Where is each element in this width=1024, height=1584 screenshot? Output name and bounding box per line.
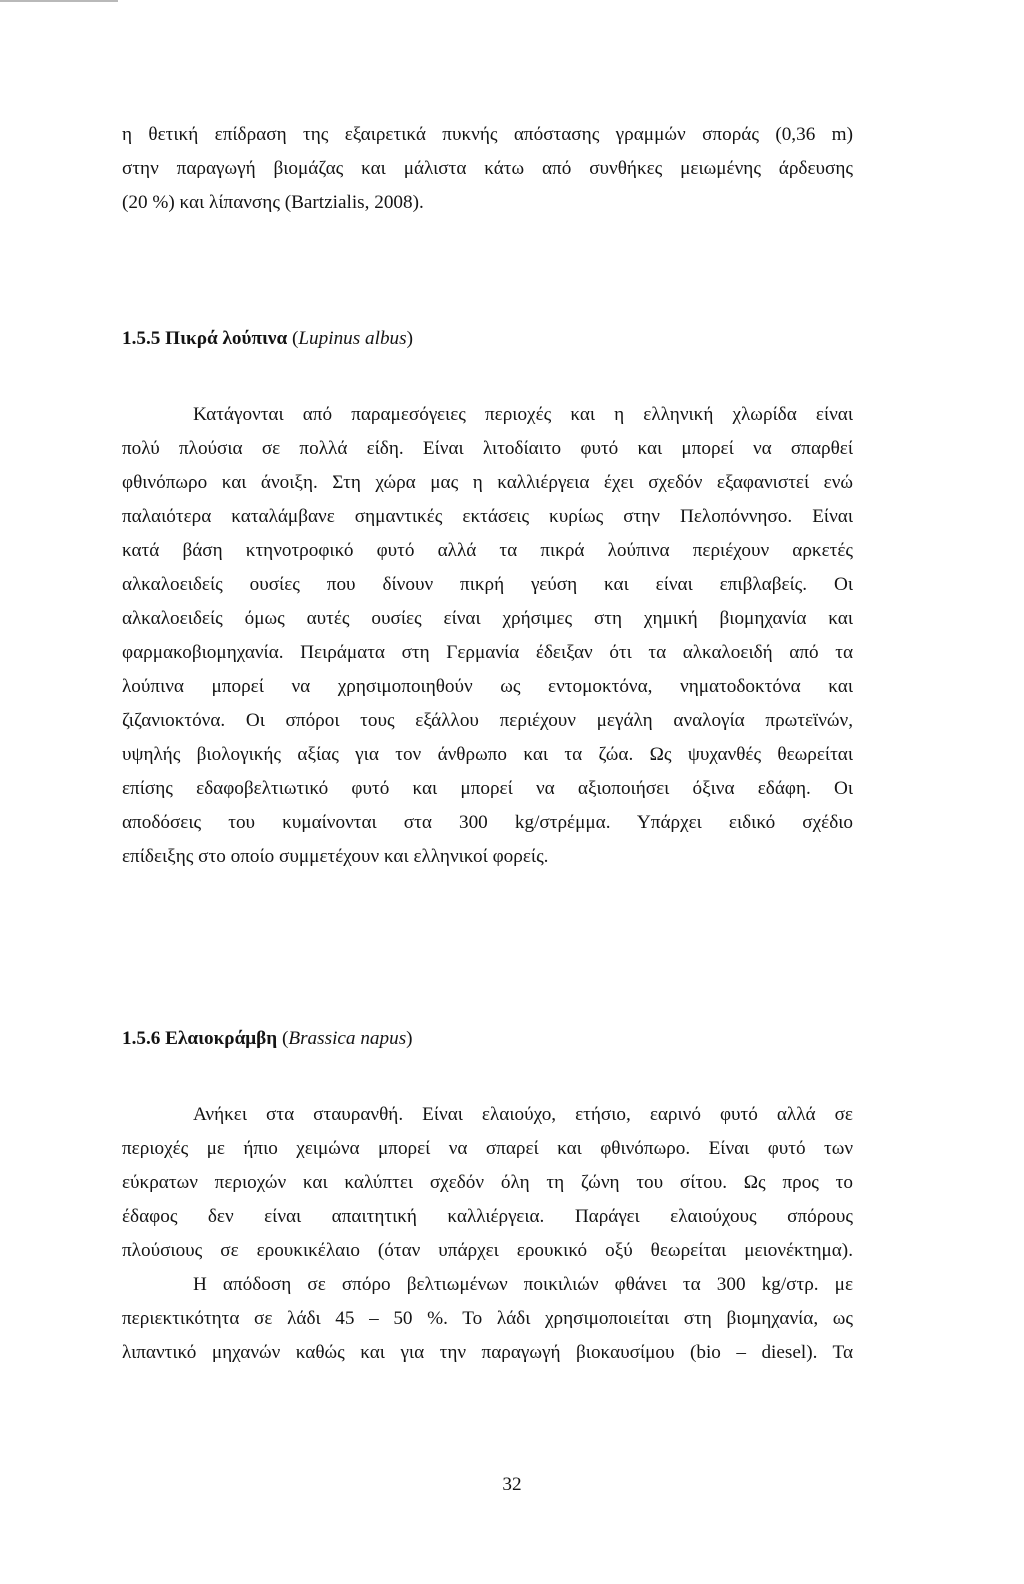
- text-line: αλκαλοειδείς όμως αυτές ουσίες είναι χρήσιμες στη χημική βιομηχανία και: [122, 608, 853, 629]
- text-line: κατά βάση κτηνοτροφικό φυτό αλλά τα πικρά λούπινα περιέχουν αρκετές: [122, 540, 853, 561]
- scientific-name: Brassica napus: [288, 1028, 407, 1049]
- text-line: Κατάγονται από παραμεσόγειες περιοχές και η ελληνική χλωρίδα είναι: [193, 404, 853, 425]
- section-title: Ελαιοκράμβη: [165, 1028, 278, 1049]
- text-line: (20 %) και λίπανσης (Bartzialis, 2008).: [122, 192, 424, 213]
- section-heading-lupin: [122, 322, 413, 356]
- text-line: Ανήκει στα σταυρανθή. Είναι ελαιούχο, ετήσιο, εαρινό φυτό αλλά σε: [193, 1104, 853, 1125]
- text-line: στην παραγωγή βιομάζας και μάλιστα κάτω από συνθήκες μειωμένης άρδευσης: [122, 158, 853, 179]
- text-line: πολύ πλούσια σε πολλά είδη. Είναι λιτοδίαιτο φυτό και μπορεί να σπαρθεί: [122, 438, 853, 459]
- text-line: περιοχές με ήπιο χειμώνα μπορεί να σπαρεί και φθινόπωρο. Είναι φυτό των: [122, 1138, 853, 1159]
- lupin-paragraph: [122, 398, 853, 874]
- text-line: Η απόδοση σε σπόρο βελτιωμένων ποικιλιών φθάνει τα 300 kg/στρ. με: [193, 1274, 853, 1295]
- intro-paragraph: [122, 118, 853, 220]
- text-line: έδαφος δεν είναι απαιτητική καλλιέργεια. Παράγει ελαιούχους σπόρους: [122, 1206, 853, 1227]
- text-line: εύκρατων περιοχών και καλύπτει σχεδόν όλη τη ζώνη του σίτου. Ως προς το: [122, 1172, 853, 1193]
- text-line: υψηλής βιολογικής αξίας για τον άνθρωπο και τα ζώα. Ως ψυχανθές θεωρείται: [122, 744, 853, 765]
- text-line: φαρμακοβιομηχανία. Πειράματα στη Γερμανία έδειξαν ότι τα αλκαλοειδή από τα: [122, 642, 853, 663]
- section-number: 1.5.6: [122, 1028, 161, 1049]
- text-line: επίδειξης στο οποίο συμμετέχουν και ελληνικοί φορείς.: [122, 846, 549, 867]
- text-line: πλούσιους σε ερουκικέλαιο (όταν υπάρχει ερουκικό οξύ θεωρείται μειονέκτημα).: [122, 1240, 853, 1261]
- text-line: λούπινα μπορεί να χρησιμοποιηθούν ως εντομοκτόνα, νηματοδοκτόνα και: [122, 676, 853, 697]
- section-number: 1.5.5: [122, 328, 161, 349]
- paren-open: (: [281, 1028, 289, 1049]
- paren-close: ): [406, 1028, 413, 1049]
- section-title: Πικρά λούπινα: [165, 328, 288, 349]
- text-line: λιπαντικό μηχανών καθώς και για την παραγωγή βιοκαυσίμου (bio – diesel). Τα: [122, 1342, 853, 1363]
- text-line: αποδόσεις του κυμαίνονται στα 300 kg/στρέμμα. Υπάρχει ειδικό σχέδιο: [122, 812, 853, 833]
- scientific-name: Lupinus albus: [298, 328, 407, 349]
- paren-close: ): [406, 328, 414, 349]
- text-line: επίσης εδαφοβελτιωτικό φυτό και μπορεί να αξιοποιήσει όξινα εδάφη. Οι: [122, 778, 853, 799]
- scan-edge-mark: [0, 0, 118, 2]
- text-line: περιεκτικότητα σε λάδι 45 – 50 %. Το λάδι χρησιμοποιείται στη βιομηχανία, ως: [122, 1308, 853, 1329]
- text-line: ζιζανιοκτόνα. Οι σπόροι τους εξάλλου περιέχουν μεγάλη αναλογία πρωτεϊνών,: [122, 710, 853, 731]
- page-number: 32: [502, 1474, 522, 1495]
- text-line: παλαιότερα καταλάμβανε σημαντικές εκτάσεις κυρίως στην Πελοπόννησο. Είναι: [122, 506, 853, 527]
- text-line: αλκαλοειδείς ουσίες που δίνουν πικρή γεύση και είναι επιβλαβείς. Οι: [122, 574, 853, 595]
- section-heading-rapeseed: [122, 1022, 413, 1056]
- paren-open: (: [292, 328, 299, 349]
- rapeseed-paragraph: [122, 1098, 853, 1370]
- text-line: η θετική επίδραση της εξαιρετικά πυκνής απόστασης γραμμών σποράς (0,36 m): [122, 124, 853, 145]
- text-line: φθινόπωρο και άνοιξη. Στη χώρα μας η καλλιέργεια έχει σχεδόν εξαφανιστεί ενώ: [122, 472, 853, 493]
